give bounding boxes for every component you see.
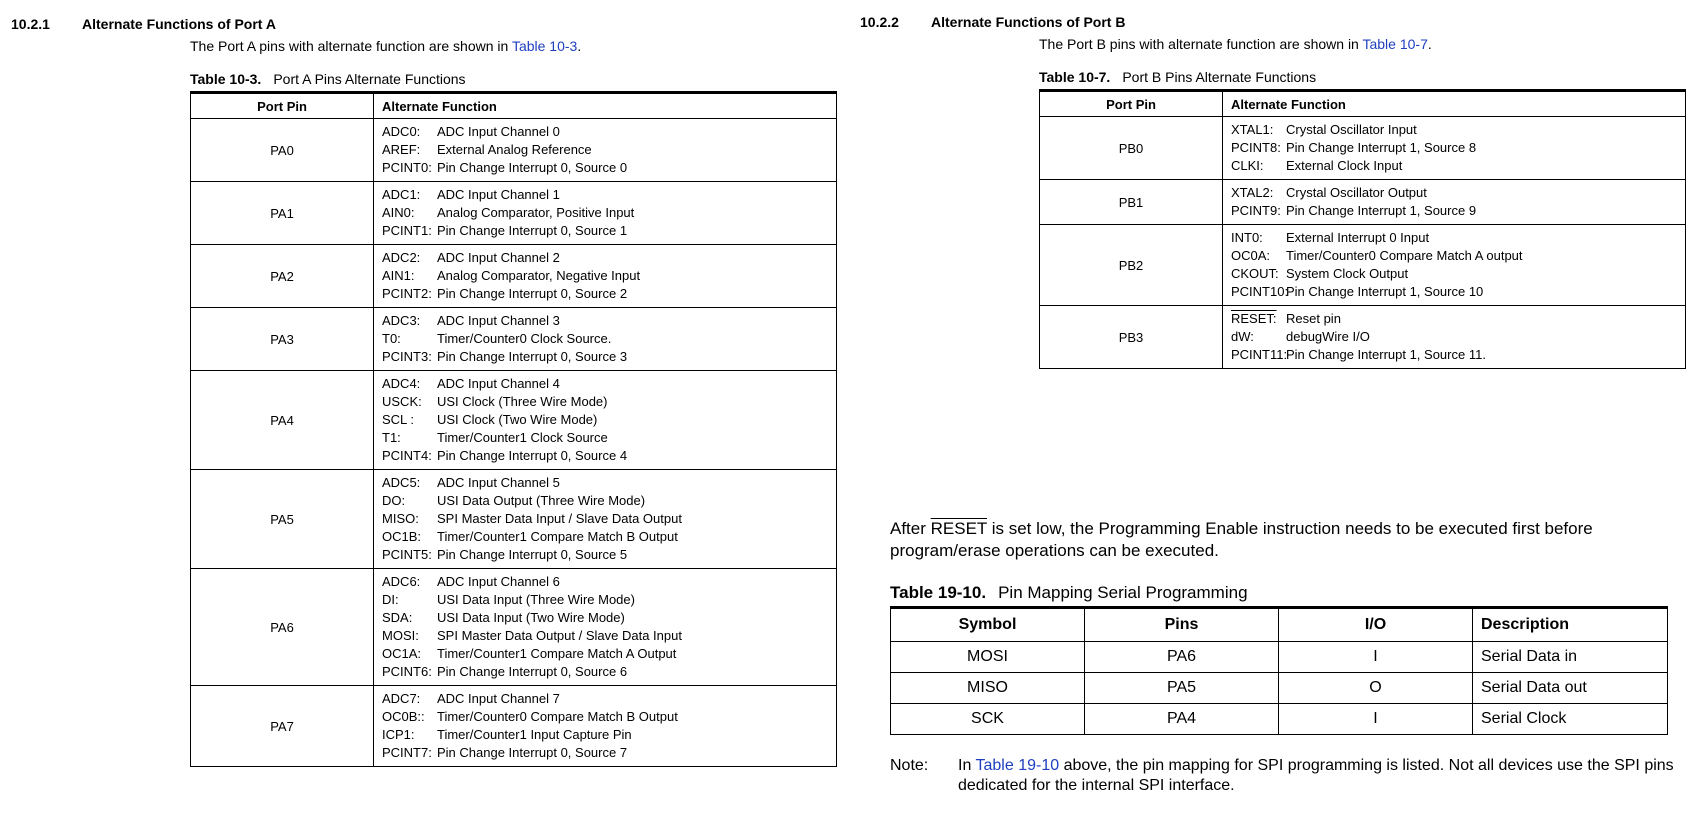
function-line [382, 573, 828, 591]
function-name: ADC0: [382, 124, 421, 139]
function-name: ADC3: [382, 313, 421, 328]
intro-end: . [577, 38, 582, 54]
cell-symbol: SCK [891, 704, 1085, 735]
function-desc: Pin Change Interrupt 0, Source 5 [437, 547, 628, 562]
function-name: AIN0: [382, 205, 415, 220]
function-line [382, 726, 828, 744]
function-name: PCINT6: [382, 664, 432, 679]
function-line [382, 528, 828, 546]
function-line [382, 510, 828, 528]
function-line [1231, 346, 1677, 364]
function-line [382, 123, 828, 141]
function-name: SDA: [382, 610, 413, 625]
function-desc: External Clock Input [1286, 158, 1403, 173]
cell-io: I [1279, 704, 1473, 735]
col-header-io: I/O [1279, 608, 1473, 642]
table-caption-port-b [1039, 69, 1316, 85]
function-desc: Pin Change Interrupt 1, Source 10 [1286, 284, 1484, 299]
col-header-port-pin: Port Pin [191, 93, 374, 119]
function-name: ADC1: [382, 187, 421, 202]
function-desc: Pin Change Interrupt 0, Source 3 [437, 349, 628, 364]
function-line [1231, 121, 1677, 139]
function-name: PCINT7: [382, 745, 432, 760]
function-line [382, 186, 828, 204]
function-line [1231, 157, 1677, 175]
function-desc: Pin Change Interrupt 0, Source 4 [437, 448, 628, 463]
function-name: OC1A: [382, 646, 422, 661]
cell-pins: PA6 [1085, 642, 1279, 673]
function-name: ICP1: [382, 727, 415, 742]
table-row [191, 371, 837, 470]
function-line [1231, 283, 1677, 301]
function-desc: ADC Input Channel 6 [437, 574, 560, 589]
cell-pins: PA5 [1085, 673, 1279, 704]
function-desc: Pin Change Interrupt 0, Source 0 [437, 160, 628, 175]
function-name: T0: [382, 331, 401, 346]
function-desc: ADC Input Channel 1 [437, 187, 560, 202]
function-desc: ADC Input Channel 7 [437, 691, 560, 706]
table-title: Port A Pins Alternate Functions [273, 71, 466, 87]
function-name: PCINT5: [382, 547, 432, 562]
alternate-function-cell [374, 119, 837, 182]
function-line [382, 546, 828, 564]
function-line [382, 627, 828, 645]
function-desc: System Clock Output [1286, 266, 1409, 281]
function-line [382, 249, 828, 267]
function-line [382, 447, 828, 465]
function-desc: ADC Input Channel 4 [437, 376, 560, 391]
para-before: After [890, 519, 931, 538]
function-name: dW: [1231, 329, 1254, 344]
table-row [891, 704, 1668, 735]
function-line [382, 267, 828, 285]
col-header-alternate-function: Alternate Function [374, 93, 837, 119]
function-name: INT0: [1231, 230, 1263, 245]
port-pin-cell: PB1 [1040, 180, 1223, 225]
section-title-port-b: Alternate Functions of Port B [931, 14, 1126, 30]
function-line [382, 285, 828, 303]
table-label: Table 10-7. [1039, 69, 1111, 85]
function-line [382, 222, 828, 240]
col-header-symbol: Symbol [891, 608, 1085, 642]
table-title: Pin Mapping Serial Programming [998, 583, 1248, 602]
function-desc: SPI Master Data Output / Slave Data Input [437, 628, 682, 643]
function-name: PCINT2: [382, 286, 432, 301]
function-name: USCK: [382, 394, 422, 409]
port-pin-cell: PA6 [191, 569, 374, 686]
function-desc: Pin Change Interrupt 0, Source 7 [437, 745, 628, 760]
note-label: Note: [890, 757, 929, 774]
function-name: ADC4: [382, 376, 421, 391]
function-line [1231, 184, 1677, 202]
function-line [1231, 265, 1677, 283]
function-desc: ADC Input Channel 5 [437, 475, 560, 490]
alternate-function-cell [374, 245, 837, 308]
section-title-port-a: Alternate Functions of Port A [82, 16, 276, 32]
function-line [1231, 202, 1677, 220]
table-row [891, 642, 1668, 673]
note-text [958, 756, 1678, 796]
function-desc: SPI Master Data Input / Slave Data Output [437, 511, 682, 526]
function-desc: debugWire I/O [1286, 329, 1370, 344]
table-10-3-link[interactable]: Table 10-3 [511, 38, 578, 54]
function-name: XTAL1: [1231, 122, 1274, 137]
function-line [382, 429, 828, 447]
table-row [191, 686, 837, 767]
function-desc: Crystal Oscillator Output [1286, 185, 1427, 200]
table-19-10-link[interactable]: Table 19-10 [975, 757, 1060, 774]
function-line [1231, 310, 1677, 328]
alternate-function-cell [374, 371, 837, 470]
cell-symbol: MOSI [891, 642, 1085, 673]
intro-end: . [1427, 36, 1432, 52]
cell-description: Serial Data in [1473, 642, 1668, 673]
serial-programming-table [890, 606, 1668, 735]
alternate-function-cell [374, 686, 837, 767]
port-pin-cell: PA5 [191, 470, 374, 569]
function-line [382, 645, 828, 663]
port-pin-cell: PB2 [1040, 225, 1223, 306]
function-line [382, 312, 828, 330]
function-desc: Reset pin [1286, 311, 1341, 326]
col-header-pins: Pins [1085, 608, 1279, 642]
function-line [1231, 139, 1677, 157]
col-header-alternate-function: Alternate Function [1223, 91, 1686, 117]
function-line [382, 708, 828, 726]
function-name: PCINT0: [382, 160, 432, 175]
table-title: Port B Pins Alternate Functions [1122, 69, 1317, 85]
function-desc: Pin Change Interrupt 0, Source 2 [437, 286, 628, 301]
function-desc: Timer/Counter1 Compare Match A Output [437, 646, 677, 661]
function-line [382, 609, 828, 627]
function-name: PCINT11: [1231, 347, 1288, 362]
intro-port-a [190, 38, 581, 54]
function-desc: USI Data Input (Three Wire Mode) [437, 592, 635, 607]
cell-io: I [1279, 642, 1473, 673]
function-name: MISO: [382, 511, 419, 526]
port-pin-cell: PB0 [1040, 117, 1223, 180]
function-desc: External Interrupt 0 Input [1286, 230, 1430, 245]
cell-description: Serial Clock [1473, 704, 1668, 735]
function-name: DO: [382, 493, 406, 508]
col-header-description: Description [1473, 608, 1668, 642]
function-desc: USI Clock (Three Wire Mode) [437, 394, 608, 409]
reset-overline: RESET [930, 519, 987, 538]
section-number-port-a: 10.2.1 [11, 16, 50, 32]
function-name: AIN1: [382, 268, 415, 283]
port-pin-cell: PA7 [191, 686, 374, 767]
intro-port-b [1039, 36, 1432, 52]
function-desc: Crystal Oscillator Input [1286, 122, 1417, 137]
table-label: Table 10-3. [190, 71, 262, 87]
alternate-function-cell [374, 470, 837, 569]
port-pin-cell: PA2 [191, 245, 374, 308]
function-desc: Timer/Counter0 Compare Match B Output [437, 709, 678, 724]
function-name: XTAL2: [1231, 185, 1274, 200]
function-line [382, 411, 828, 429]
function-line [382, 159, 828, 177]
function-name: SCL : [382, 412, 415, 427]
function-name: OC1B: [382, 529, 422, 544]
intro-text: The Port A pins with alternate function are shown in [190, 38, 512, 54]
function-desc: Pin Change Interrupt 0, Source 6 [437, 664, 628, 679]
alternate-function-cell [374, 308, 837, 371]
alternate-function-cell [1223, 225, 1686, 306]
port-pin-cell: PB3 [1040, 306, 1223, 369]
function-name: T1: [382, 430, 401, 445]
function-desc: Pin Change Interrupt 1, Source 11. [1286, 347, 1486, 362]
col-header-port-pin: Port Pin [1040, 91, 1223, 117]
function-line [382, 591, 828, 609]
function-name: OC0A: [1231, 248, 1271, 263]
function-name: ADC5: [382, 475, 421, 490]
function-name: PCINT9: [1231, 203, 1281, 218]
function-line [1231, 229, 1677, 247]
function-line [382, 663, 828, 681]
function-line [1231, 247, 1677, 265]
function-name: CKOUT: [1231, 266, 1279, 281]
cell-io: O [1279, 673, 1473, 704]
function-name: OC0B:: [382, 709, 425, 724]
function-desc: ADC Input Channel 0 [437, 124, 560, 139]
function-name: PCINT1: [382, 223, 432, 238]
function-desc: Pin Change Interrupt 0, Source 1 [437, 223, 628, 238]
port-b-table [1039, 89, 1686, 369]
function-desc: Timer/Counter0 Clock Source. [437, 331, 612, 346]
function-desc: Timer/Counter1 Clock Source [437, 430, 608, 445]
alternate-function-cell [1223, 306, 1686, 369]
function-name: PCINT3: [382, 349, 432, 364]
function-name: ADC2: [382, 250, 421, 265]
function-name: ADC7: [382, 691, 421, 706]
table-caption-programming [890, 583, 1248, 603]
function-desc: Timer/Counter0 Compare Match A output [1286, 248, 1523, 263]
alternate-function-cell [374, 182, 837, 245]
function-name: DI: [382, 592, 399, 607]
function-name: ADC6: [382, 574, 421, 589]
note-before: In [958, 757, 976, 774]
function-line [382, 474, 828, 492]
function-desc: USI Data Output (Three Wire Mode) [437, 493, 646, 508]
function-line [382, 348, 828, 366]
alternate-function-cell [374, 569, 837, 686]
function-line [382, 141, 828, 159]
function-name: CLKI: [1231, 158, 1264, 173]
table-row [191, 308, 837, 371]
function-desc: Analog Comparator, Negative Input [437, 268, 641, 283]
function-desc: Pin Change Interrupt 1, Source 9 [1286, 203, 1477, 218]
function-desc: USI Clock (Two Wire Mode) [437, 412, 598, 427]
function-name: RESET: [1231, 311, 1277, 326]
table-row [1040, 225, 1686, 306]
function-line [382, 690, 828, 708]
table-row [1040, 180, 1686, 225]
table-row [1040, 306, 1686, 369]
function-desc: Analog Comparator, Positive Input [437, 205, 635, 220]
table-row [191, 245, 837, 308]
section-number-port-b: 10.2.2 [860, 14, 899, 30]
function-desc: ADC Input Channel 3 [437, 313, 560, 328]
alternate-function-cell [1223, 117, 1686, 180]
table-row [191, 569, 837, 686]
function-desc: Timer/Counter1 Compare Match B Output [437, 529, 678, 544]
intro-text: The Port B pins with alternate function are shown in [1039, 36, 1363, 52]
function-line [382, 375, 828, 393]
cell-pins: PA4 [1085, 704, 1279, 735]
para-after: is set low, the Programming Enable instruction needs to be executed first before program/erase operations can be executed. [890, 519, 1593, 560]
table-row [1040, 117, 1686, 180]
function-name: PCINT4: [382, 448, 432, 463]
table-caption-port-a [190, 71, 466, 87]
table-row [191, 119, 837, 182]
port-pin-cell: PA4 [191, 371, 374, 470]
table-row [191, 182, 837, 245]
table-label: Table 19-10. [890, 583, 987, 602]
function-line [382, 204, 828, 222]
function-name: PCINT10: [1231, 284, 1289, 299]
function-desc: USI Data Input (Two Wire Mode) [437, 610, 625, 625]
alternate-function-cell [1223, 180, 1686, 225]
function-desc: External Analog Reference [437, 142, 592, 157]
port-pin-cell: PA3 [191, 308, 374, 371]
table-row [891, 673, 1668, 704]
cell-symbol: MISO [891, 673, 1085, 704]
table-10-7-link[interactable]: Table 10-7 [1362, 36, 1428, 52]
function-desc: Timer/Counter1 Input Capture Pin [437, 727, 632, 742]
function-line [382, 330, 828, 348]
function-name: AREF: [382, 142, 421, 157]
function-line [1231, 328, 1677, 346]
note-after: above, the pin mapping for SPI programming is listed. Not all devices use the SPI pins dedicated for the internal SPI interface. [958, 757, 1674, 794]
port-pin-cell: PA0 [191, 119, 374, 182]
function-desc: Pin Change Interrupt 1, Source 8 [1286, 140, 1477, 155]
function-line [382, 492, 828, 510]
function-desc: ADC Input Channel 2 [437, 250, 560, 265]
function-line [382, 393, 828, 411]
port-a-table [190, 91, 837, 767]
function-name: PCINT8: [1231, 140, 1281, 155]
cell-description: Serial Data out [1473, 673, 1668, 704]
programming-paragraph [890, 518, 1680, 562]
port-pin-cell: PA1 [191, 182, 374, 245]
function-name: MOSI: [382, 628, 419, 643]
table-row [191, 470, 837, 569]
function-line [382, 744, 828, 762]
